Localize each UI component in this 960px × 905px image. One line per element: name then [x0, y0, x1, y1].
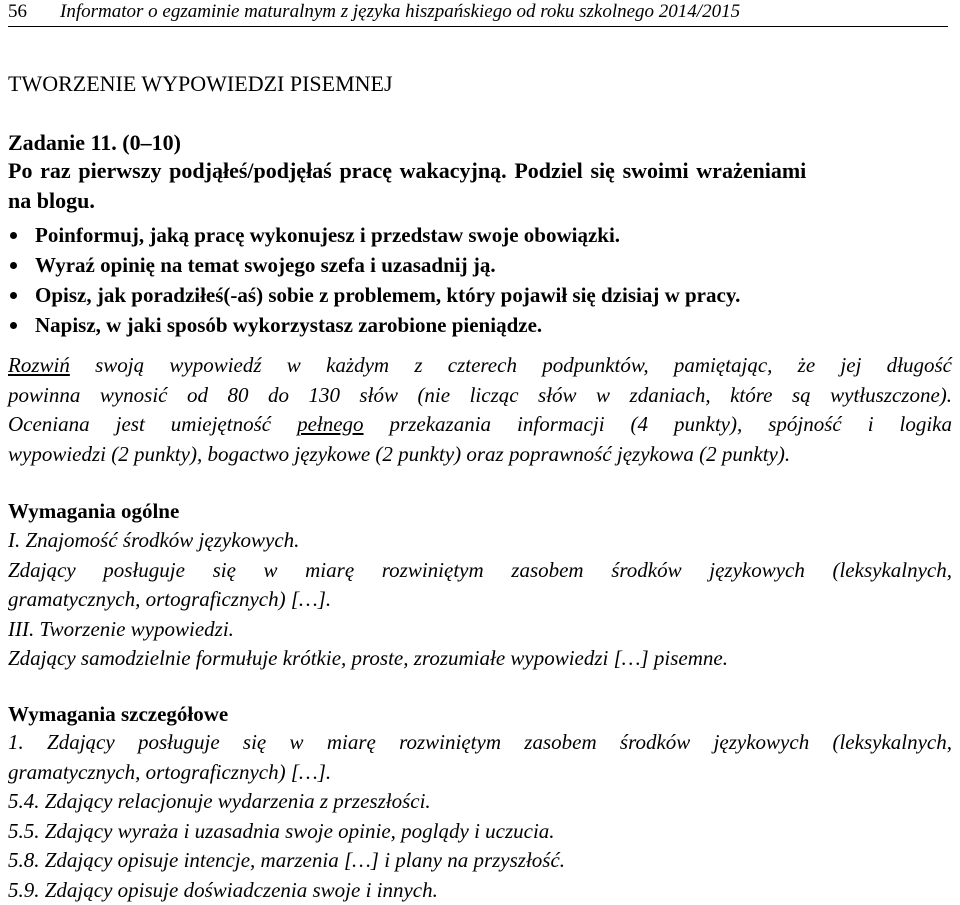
bullet-text: Wyraź opinię na temat swojego szefa i uzasadnij ją. [35, 253, 496, 277]
instructions-emphasis-rozwin: Rozwiń [8, 353, 70, 377]
detailed-requirements-heading: Wymagania szczegółowe [8, 700, 228, 728]
word-count-emphasis: od 80 do 130 słów [187, 383, 398, 407]
detailed-requirements-body [8, 728, 952, 905]
instructions-paragraph [8, 351, 952, 469]
bullet-icon [10, 262, 17, 269]
task-label: Zadanie 11. (0–10) [8, 129, 181, 157]
requirement-line: 5.5. Zdający wyraża i uzasadnia swoje opinie, poglądy i uczucia. [8, 817, 952, 847]
task-prompt-line-2: na blogu. [8, 187, 95, 215]
task-prompt-line-1: Po raz pierwszy podjąłeś/podjęłaś pracę wakacyjną. Podziel się swoimi wrażeniami [8, 157, 806, 185]
bullet-text: Poinformuj, jaką pracę wykonujesz i przedstaw swoje obowiązki. [35, 223, 620, 247]
bullet-text: Opisz, jak poradziłeś(-aś) sobie z problemem, który pojawił się dzisiaj w pracy. [35, 283, 740, 307]
requirement-line: 5.9. Zdający opisuje doświadczenia swoje i innych. [8, 876, 952, 905]
requirement-line: 5.4. Zdający relacjonuje wydarzenia z przeszłości. [8, 787, 952, 817]
instructions-emphasis-pelnego: pełnego [297, 412, 363, 436]
bullet-text: Napisz, w jaki sposób wykorzystasz zarobione pieniądze. [35, 313, 542, 337]
task-bullet [8, 221, 620, 249]
task-bullet [8, 251, 496, 279]
page-header [8, 0, 948, 24]
bullet-icon [10, 322, 17, 329]
instructions-line-4: wypowiedzi (2 punkty), bogactwo językowe (2 punkty) oraz poprawność językowa (2 punkty). [8, 440, 952, 470]
task-bullet [8, 311, 542, 339]
general-requirements-heading: Wymagania ogólne [8, 497, 179, 525]
requirement-line: 1. Zdający posługuje się w miarę rozwiniętym zasobem środków językowych (leksykalnych, [8, 728, 952, 758]
requirement-line: I. Znajomość środków językowych. [8, 526, 952, 556]
requirement-line: gramatycznych, ortograficznych) […]. [8, 758, 952, 788]
general-requirements-body [8, 526, 952, 674]
page-number: 56 [8, 0, 60, 24]
requirement-line: 5.8. Zdający opisuje intencje, marzenia […] i plany na przyszłość. [8, 846, 952, 876]
requirement-line: Zdający samodzielnie formułuje krótkie, proste, zrozumiałe wypowiedzi […] pisemne. [8, 644, 952, 674]
bullet-icon [10, 292, 17, 299]
requirement-line: gramatycznych, ortograficznych) […]. [8, 585, 952, 615]
requirement-line: III. Tworzenie wypowiedzi. [8, 615, 952, 645]
section-title: TWORZENIE WYPOWIEDZI PISEMNEJ [8, 70, 393, 98]
requirement-line: Zdający posługuje się w miarę rozwiniętym zasobem środków językowych (leksykalnych, [8, 556, 952, 586]
instructions-line-3: Oceniana jest umiejętność pełnego przekazania informacji (4 punkty), spójność i logika [8, 410, 952, 440]
running-title: Informator o egzaminie maturalnym z języka hiszpańskiego od roku szkolnego 2014/2015 [60, 1, 740, 22]
task-bullet [8, 281, 740, 309]
header-rule [8, 26, 948, 27]
bullet-icon [10, 232, 17, 239]
instructions-line-1: Rozwiń swoją wypowiedź w każdym z czterech podpunktów, pamiętając, że jej długość [8, 351, 952, 381]
instructions-line-2: powinna wynosić od 80 do 130 słów (nie licząc słów w zdaniach, które są wytłuszczone). [8, 381, 952, 411]
